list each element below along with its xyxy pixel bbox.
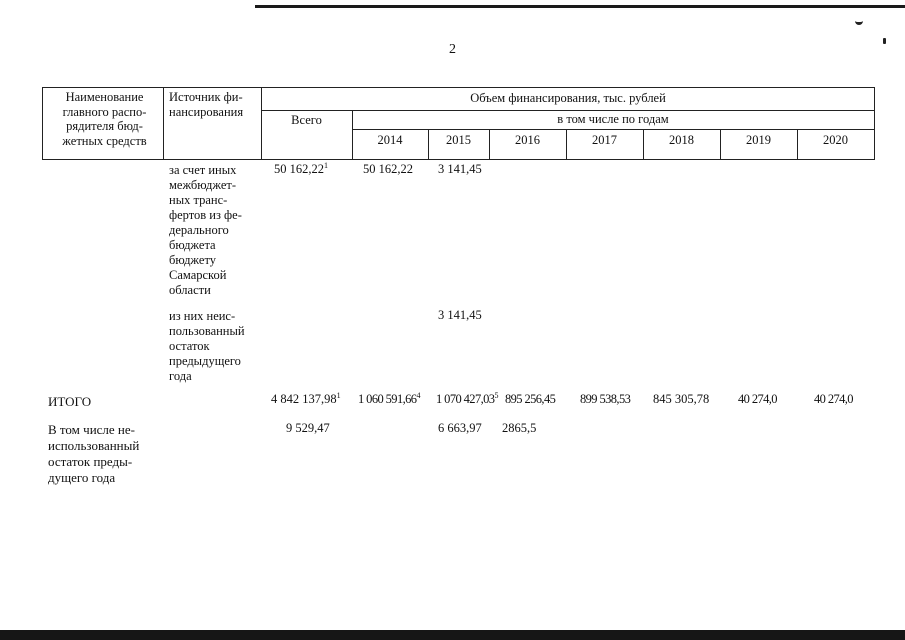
label-line: остаток преды-: [48, 454, 133, 469]
source-line: бюджету: [169, 253, 216, 267]
header-line: нансирования: [169, 104, 244, 119]
itogo-2014: [358, 392, 420, 407]
unused-2016: 2865,5: [502, 421, 537, 435]
source-line: года: [169, 369, 192, 383]
scan-edge-bottom: [0, 630, 905, 640]
header-name-column: [47, 90, 162, 148]
label-line: В том числе не-: [48, 422, 135, 437]
header-line: рядителя бюд-: [66, 119, 143, 133]
scan-artifact-mark: [883, 38, 886, 44]
header-volume: Объем финансирования, тыс. рублей: [470, 91, 666, 105]
unused-2015: 6 663,97: [438, 421, 482, 435]
unused-label: [48, 422, 163, 486]
row-transfers-total: [274, 162, 328, 177]
value: 1 070 427,03: [436, 392, 495, 406]
header-year-2019: 2019: [746, 133, 771, 147]
itogo-2016: 895 256,45: [505, 392, 556, 406]
itogo-2015: [436, 392, 498, 407]
itogo-2020: 40 274,0: [814, 392, 853, 406]
label-line: использованный: [48, 438, 140, 453]
footnote-mark: 5: [494, 390, 498, 400]
source-line: за счет иных: [169, 163, 237, 177]
header-line: Источник фи-: [169, 90, 243, 104]
itogo-label: ИТОГО: [48, 394, 92, 409]
footnote-mark: 1: [324, 160, 328, 170]
itogo-total: [271, 392, 341, 407]
scan-artifact-mark: [855, 18, 863, 25]
itogo-2017: 899 538,53: [580, 392, 631, 406]
scan-edge-top: [255, 5, 905, 8]
source-line: межбюджет-: [169, 178, 236, 192]
header-year-2017: 2017: [592, 133, 617, 147]
header-line: Наименование: [65, 90, 144, 104]
header-year-2015: 2015: [446, 133, 471, 147]
itogo-2018: 845 305,78: [653, 392, 710, 406]
row-source-transfers: [169, 163, 261, 298]
source-line: из них неис-: [169, 309, 236, 323]
source-line: ных транс-: [169, 193, 228, 207]
page-number: 2: [449, 42, 456, 57]
header-source-column: [169, 90, 261, 119]
source-line: Самарской: [169, 268, 227, 282]
row-transfers-2014: 50 162,22: [363, 162, 413, 176]
header-year-2018: 2018: [669, 133, 694, 147]
source-line: остаток: [169, 339, 210, 353]
header-by-years: в том числе по годам: [557, 112, 669, 126]
row-transfers-2015: 3 141,45: [438, 162, 482, 176]
label-line: дущего года: [48, 470, 116, 485]
itogo-2019: 40 274,0: [738, 392, 777, 406]
header-total: Всего: [291, 113, 322, 127]
header-line: жетных средств: [62, 133, 147, 148]
header-year-2014: 2014: [377, 133, 403, 147]
row-unused-2015: 3 141,45: [438, 308, 482, 322]
value: 50 162,22: [274, 162, 324, 176]
footnote-mark: 1: [336, 390, 341, 400]
source-line: области: [169, 283, 211, 297]
value: 4 842 137,98: [271, 392, 337, 406]
value: 1 060 591,66: [358, 392, 417, 406]
header-line: главного распо-: [62, 104, 147, 119]
unused-total: 9 529,47: [286, 421, 330, 435]
source-line: дерального: [169, 223, 229, 237]
source-line: фертов из фе-: [169, 208, 242, 222]
source-line: бюджета: [169, 238, 216, 252]
source-line: предыдущего: [169, 354, 241, 368]
header-year-2016: 2016: [515, 133, 540, 147]
header-year-2020: 2020: [823, 133, 848, 147]
footnote-mark: 4: [416, 390, 420, 400]
source-line: пользованный: [169, 324, 245, 338]
row-source-unused: [169, 309, 261, 384]
